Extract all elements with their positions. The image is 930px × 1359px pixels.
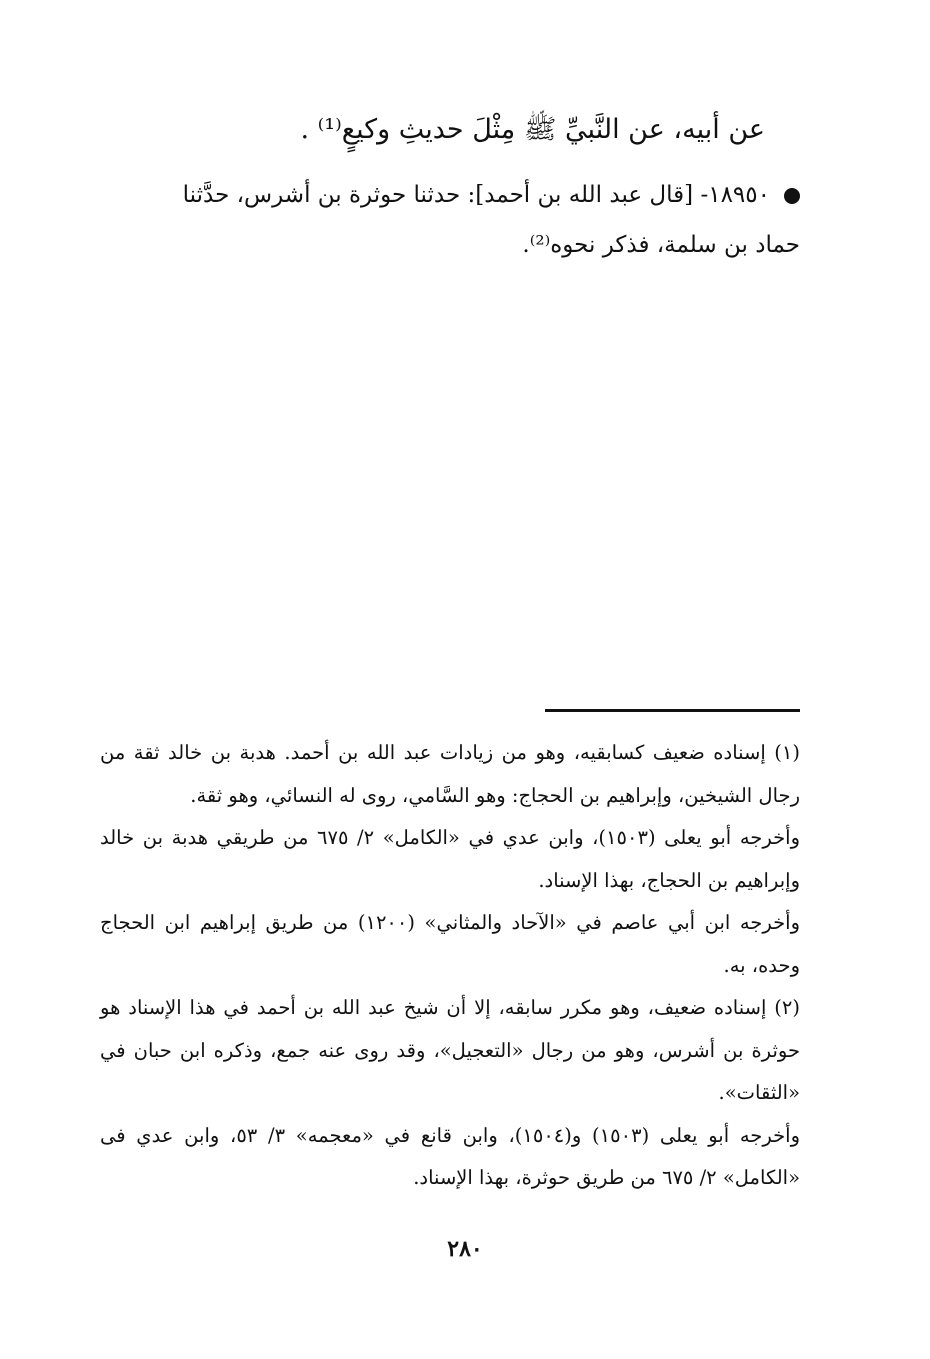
main-text-line: عن أبيه، عن النَّبيِّ ﷺ مِثْلَ حديثِ وكيعٍ⁽¹⁾ .	[300, 114, 765, 145]
footnote-paragraph: (١) إسناده ضعيف كسابقيه، وهو من زيادات عبد الله بن أحمد. هدبة بن خالد ثقة من رجال الشيخين، وإبراهيم بن الحجاج: وهو السَّامي، روى له النسائي، وهو ثقة.	[100, 741, 800, 807]
footnote-paragraph: وأخرجه أبو يعلى (١٥٠٣) و(١٥٠٤)، وابن قانع في «معجمه» ٣/ ٥٣، وابن عدي فى «الكامل» ٢/ ٦٧٥ من طريق حوثرة، بهذا الإسناد.	[100, 1123, 800, 1189]
footnote-paragraph: وأخرجه أبو يعلى (١٥٠٣)، وابن عدي في «الكامل» ٢/ ٦٧٥ من طريقي هدبة بن خالد وإبراهيم بن الحجاج، بهذا الإسناد.	[100, 826, 800, 892]
footnotes	[100, 732, 800, 1200]
footnote-paragraph: وأخرجه ابن أبي عاصم في «الآحاد والمثاني» (١٢٠٠) من طريق إبراهيم ابن الحجاج وحده، به.	[100, 911, 800, 977]
hadith-entry	[100, 170, 800, 270]
footnote-paragraph: (٢) إسناده ضعيف، وهو مكرر سابقه، إلا أن شيخ عبد الله بن أحمد في هذا الإسناد هو حوثرة بن أشرس، وهو من رجال «التعجيل»، وقد روى عنه جمع، وذكره ابن حبان في «الثقات».	[100, 996, 800, 1104]
bullet-icon	[784, 188, 800, 204]
hadith-text-line-2: حماد بن سلمة، فذكر نحوه⁽²⁾.	[522, 232, 800, 258]
hadith-first-line	[100, 170, 800, 220]
hadith-text-line-1: [قال عبد الله بن أحمد]: حدثنا حوثرة بن أشرس، حدَّثنا	[182, 182, 694, 208]
hadith-number: ١٨٩٥٠-	[700, 182, 770, 208]
page-number: ٢٨٠	[447, 1236, 483, 1262]
footnote-separator	[545, 709, 800, 712]
